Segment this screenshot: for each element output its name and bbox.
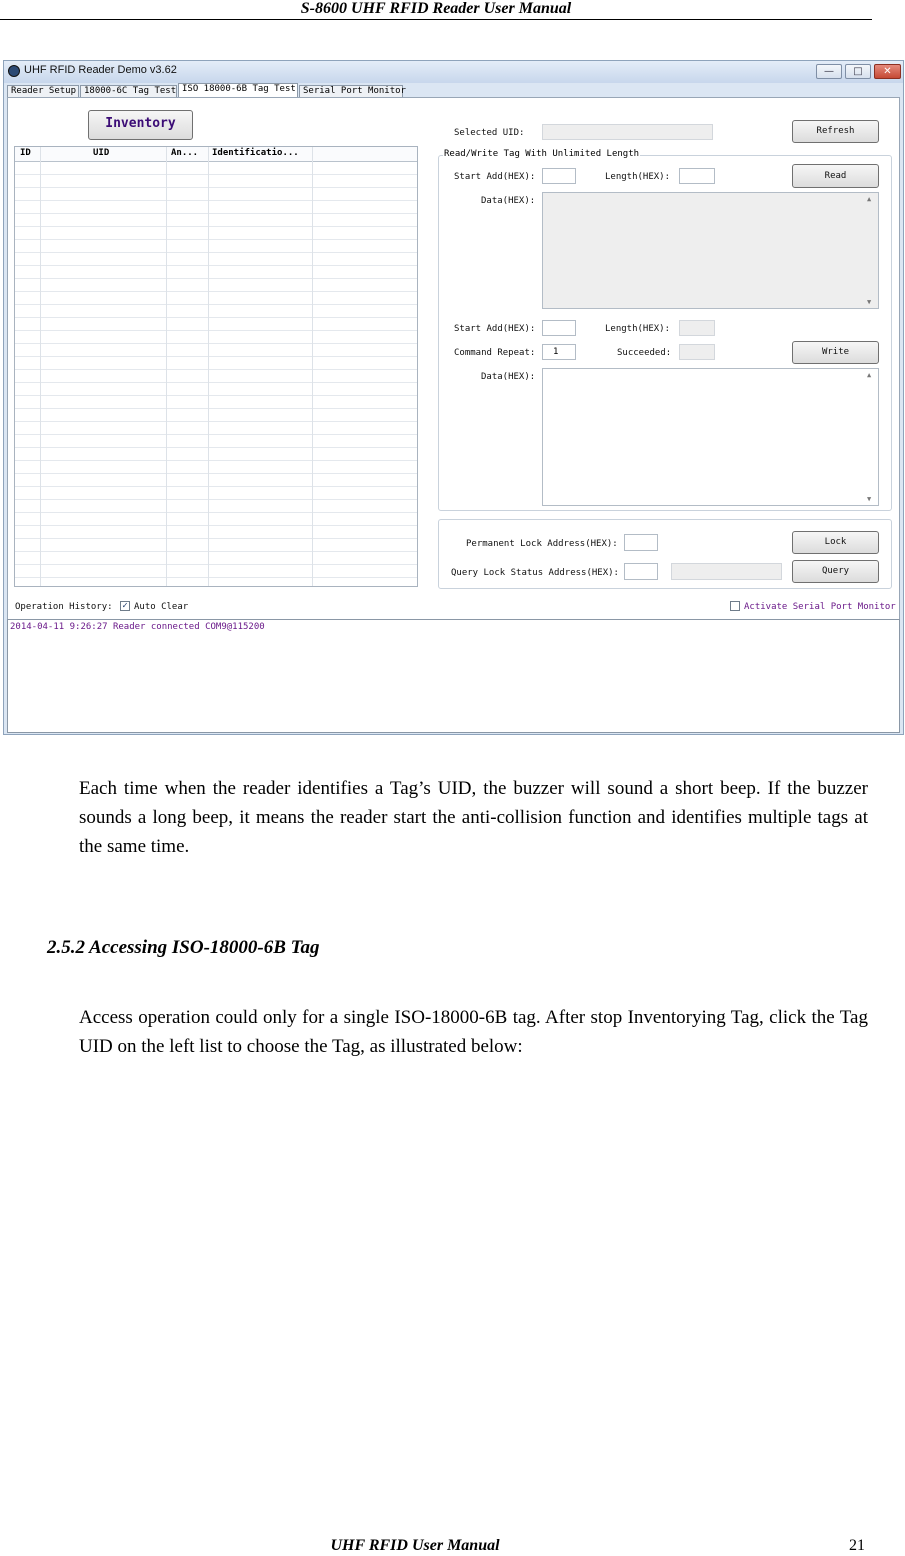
selected-uid-label: Selected UID: [454,128,525,138]
column-id[interactable]: ID [20,148,31,158]
app-window [3,60,904,735]
tab-panel [7,97,900,654]
grid-divider [40,147,41,587]
tab-reader-setup[interactable]: Reader Setup [7,85,79,97]
serial-monitor-checkbox[interactable] [730,601,740,611]
column-identification[interactable]: Identificatio... [212,148,299,158]
auto-clear-label: Auto Clear [134,602,189,612]
column-antenna[interactable]: An... [171,148,199,158]
write-start-label: Start Add(HEX): [454,324,536,334]
grid-header [15,147,417,162]
succeeded-label: Succeeded: [617,348,672,358]
scroll-down-icon[interactable]: ▼ [867,495,872,503]
query-lock-label: Query Lock Status Address(HEX): [451,568,619,578]
tab-iso-18000-6b[interactable]: ISO 18000-6B Tag Test [178,83,298,98]
read-write-group-title: Read/Write Tag With Unlimited Length [444,149,640,159]
operation-log[interactable] [7,619,900,733]
read-data-scrollbar[interactable] [864,193,878,308]
read-button[interactable]: Read [792,164,879,188]
query-lock-result [671,563,782,580]
permanent-lock-label: Permanent Lock Address(HEX): [466,539,618,549]
read-length-label: Length(HEX): [605,172,671,182]
query-lock-input[interactable] [624,563,658,580]
title-bar[interactable] [4,61,903,83]
command-repeat-label: Command Repeat: [454,348,536,358]
grid-divider [312,147,313,587]
paragraph-access: Access operation could only for a single ISO-18000-6B tag. After stop Inventorying Tag, click the Tag UID on the left list to choose the Tag, as illustrated below: [79,1007,868,1057]
write-data-scrollbar[interactable] [864,369,878,505]
maximize-button[interactable]: □ [845,64,871,79]
serial-monitor-label: Activate Serial Port Monitor [744,602,896,612]
tab-18000-6c[interactable]: 18000-6C Tag Test [80,85,177,97]
operation-history-label: Operation History: [15,602,113,612]
scroll-up-icon[interactable]: ▲ [867,195,872,203]
query-button[interactable]: Query [792,560,879,583]
read-data-label: Data(HEX): [481,196,536,206]
grid-divider [208,147,209,587]
tab-serial-port-monitor[interactable]: Serial Port Monitor [299,85,403,97]
grid-rows[interactable] [15,162,417,587]
read-data-textarea[interactable] [542,192,879,309]
command-repeat-input[interactable]: 1 [542,344,576,360]
write-data-textarea[interactable] [542,368,879,506]
write-start-input[interactable] [542,320,576,336]
scroll-down-icon[interactable]: ▼ [867,298,872,306]
footer-title: UHF RFID User Manual [330,1537,500,1554]
permanent-lock-input[interactable] [624,534,658,551]
app-icon [8,65,20,77]
read-length-input[interactable] [679,168,715,184]
header-rule [0,19,872,20]
write-data-label: Data(HEX): [481,372,536,382]
write-length-label: Length(HEX): [605,324,671,334]
lock-button[interactable]: Lock [792,531,879,554]
window-title: UHF RFID Reader Demo v3.62 [24,64,177,76]
log-entry: 2014-04-11 9:26:27 Reader connected COM9@115200 [10,622,265,632]
section-heading: 2.5.2 Accessing ISO-18000-6B Tag [47,937,320,958]
read-start-input[interactable] [542,168,576,184]
read-start-label: Start Add(HEX): [454,172,536,182]
succeeded-field [679,344,715,360]
write-button[interactable]: Write [792,341,879,364]
auto-clear-checkbox[interactable]: ✓ [120,601,130,611]
refresh-button[interactable]: Refresh [792,120,879,143]
minimize-button[interactable]: — [816,64,842,79]
tag-list-grid[interactable] [14,146,418,587]
selected-uid-field[interactable] [542,124,713,140]
inventory-button[interactable]: Inventory [88,110,193,140]
page-number: 21 [849,1537,865,1554]
page-header-title: S-8600 UHF RFID Reader User Manual [300,0,572,17]
paragraph-buzzer: Each time when the reader identifies a Tag’s UID, the buzzer will sound a short beep. If the buzzer sounds a long beep, it means the reader start the anti-collision function and identifies multiple tags at the same time. [79,778,868,857]
scroll-up-icon[interactable]: ▲ [867,371,872,379]
column-uid[interactable]: UID [93,148,110,158]
write-length-field [679,320,715,336]
grid-divider [166,147,167,587]
close-button[interactable]: ✕ [874,64,901,79]
